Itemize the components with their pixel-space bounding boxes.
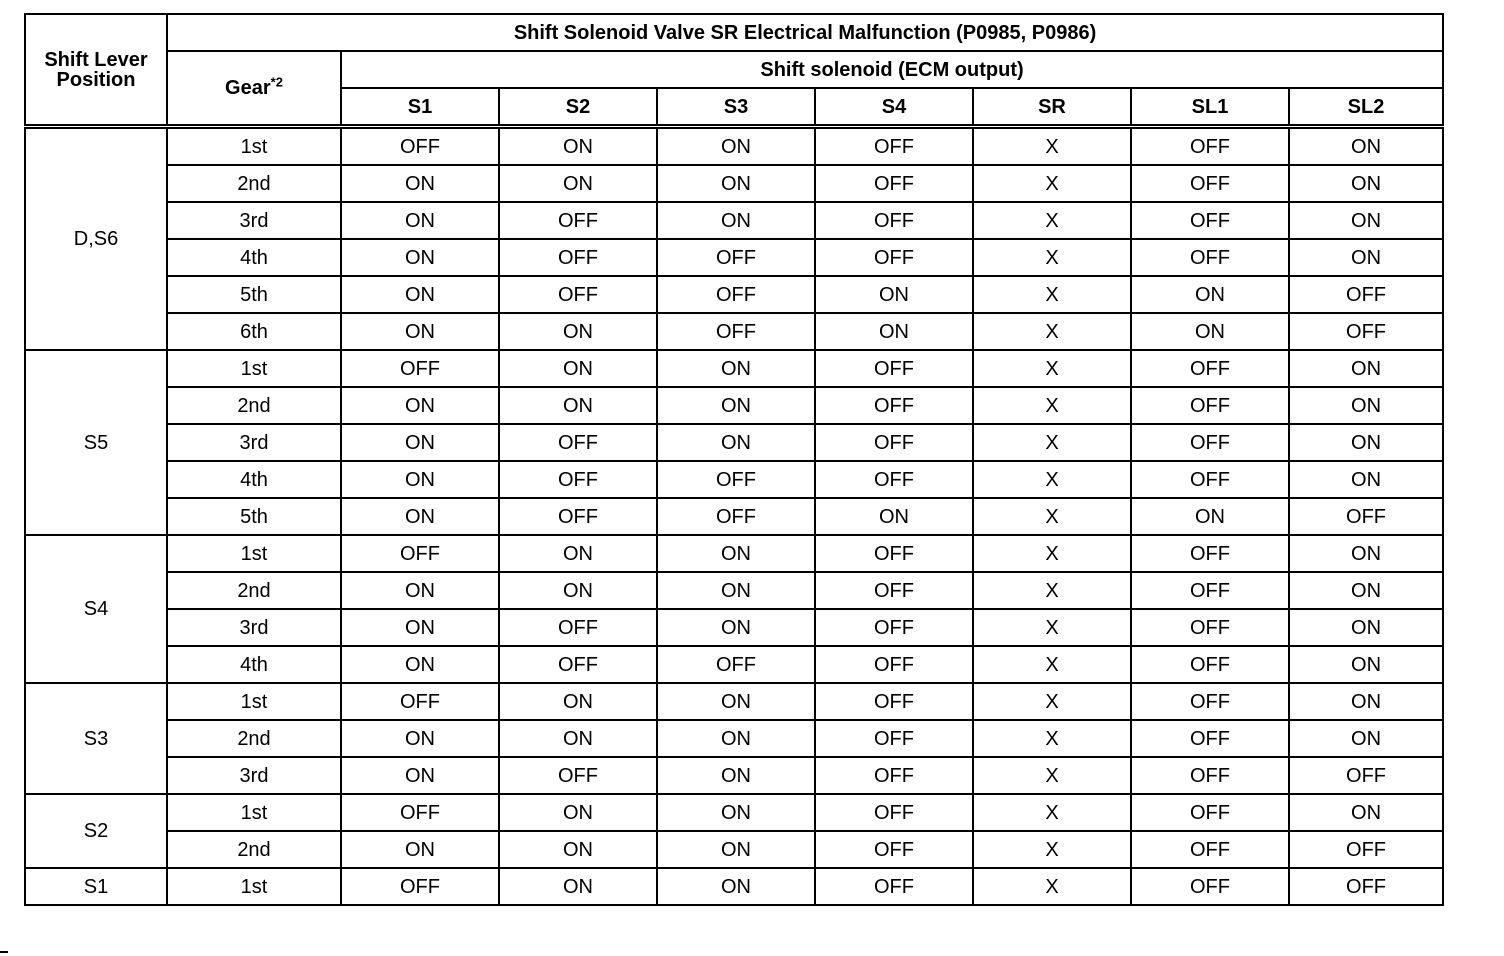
solenoid-state-cell: ON bbox=[341, 202, 499, 239]
solenoid-state-cell: X bbox=[973, 276, 1131, 313]
solenoid-state-cell: X bbox=[973, 461, 1131, 498]
solenoid-state-cell: OFF bbox=[1289, 757, 1443, 794]
solenoid-state-cell: ON bbox=[341, 498, 499, 535]
solenoid-state-cell: ON bbox=[1289, 646, 1443, 683]
solenoid-state-cell: OFF bbox=[657, 239, 815, 276]
gear-cell: 4th bbox=[167, 646, 341, 683]
solenoid-state-cell: ON bbox=[1289, 350, 1443, 387]
lever-position-cell: S3 bbox=[25, 683, 167, 794]
table-row bbox=[25, 276, 1443, 313]
lever-position-cell: S5 bbox=[25, 350, 167, 535]
solenoid-state-cell: OFF bbox=[657, 646, 815, 683]
solenoid-state-cell: ON bbox=[657, 720, 815, 757]
solenoid-state-cell: ON bbox=[657, 165, 815, 202]
table-row bbox=[25, 646, 1443, 683]
solenoid-state-cell: OFF bbox=[1131, 683, 1289, 720]
solenoid-state-cell: OFF bbox=[499, 498, 657, 535]
solenoid-state-cell: ON bbox=[341, 609, 499, 646]
solenoid-state-cell: OFF bbox=[1131, 424, 1289, 461]
solenoid-state-cell: ON bbox=[1289, 535, 1443, 572]
lever-position-cell: S1 bbox=[25, 868, 167, 905]
gear-cell: 1st bbox=[167, 127, 341, 166]
solenoid-state-cell: ON bbox=[815, 313, 973, 350]
lever-header-line2: Position bbox=[56, 68, 136, 91]
solenoid-state-cell: OFF bbox=[657, 313, 815, 350]
table-header bbox=[25, 14, 1443, 127]
solenoid-state-cell: ON bbox=[1289, 165, 1443, 202]
gear-cell: 2nd bbox=[167, 831, 341, 868]
solenoid-state-cell: ON bbox=[1289, 461, 1443, 498]
table-body bbox=[25, 127, 1443, 906]
gear-header bbox=[167, 51, 341, 127]
table-title: Shift Solenoid Valve SR Electrical Malfunction (P0985, P0986) bbox=[167, 14, 1443, 51]
solenoid-state-cell: ON bbox=[815, 498, 973, 535]
lever-position-cell: S2 bbox=[25, 794, 167, 868]
solenoid-state-cell: ON bbox=[341, 831, 499, 868]
solenoid-state-cell: ON bbox=[1131, 276, 1289, 313]
solenoid-state-cell: ON bbox=[341, 165, 499, 202]
solenoid-state-cell: ON bbox=[499, 683, 657, 720]
solenoid-state-cell: ON bbox=[1289, 609, 1443, 646]
solenoid-state-cell: OFF bbox=[815, 683, 973, 720]
solenoid-state-cell: OFF bbox=[1131, 165, 1289, 202]
gear-header-label: Gear bbox=[225, 77, 271, 99]
gear-cell: 1st bbox=[167, 868, 341, 905]
solenoid-state-cell: ON bbox=[341, 313, 499, 350]
solenoid-state-cell: OFF bbox=[815, 239, 973, 276]
solenoid-state-cell: OFF bbox=[1131, 127, 1289, 166]
lever-position-header bbox=[25, 14, 167, 127]
solenoid-state-cell: ON bbox=[341, 276, 499, 313]
solenoid-state-cell: ON bbox=[1131, 498, 1289, 535]
solenoid-state-cell: OFF bbox=[815, 165, 973, 202]
solenoid-state-cell: ON bbox=[657, 350, 815, 387]
solenoid-state-cell: OFF bbox=[499, 424, 657, 461]
gear-header-footnote: *2 bbox=[270, 74, 283, 90]
solenoid-state-cell: ON bbox=[341, 757, 499, 794]
solenoid-state-cell: OFF bbox=[657, 461, 815, 498]
gear-cell: 2nd bbox=[167, 572, 341, 609]
gear-cell: 1st bbox=[167, 794, 341, 831]
table-row bbox=[25, 350, 1443, 387]
table-row bbox=[25, 609, 1443, 646]
solenoid-state-cell: ON bbox=[1289, 572, 1443, 609]
solenoid-state-cell: X bbox=[973, 239, 1131, 276]
solenoid-state-cell: ON bbox=[499, 127, 657, 166]
solenoid-state-cell: OFF bbox=[341, 350, 499, 387]
solenoid-state-cell: OFF bbox=[1131, 202, 1289, 239]
solenoid-state-cell: X bbox=[973, 868, 1131, 905]
solenoid-state-cell: OFF bbox=[341, 794, 499, 831]
table-row bbox=[25, 165, 1443, 202]
gear-cell: 1st bbox=[167, 535, 341, 572]
solenoid-state-cell: OFF bbox=[1131, 794, 1289, 831]
solenoid-state-cell: OFF bbox=[1131, 868, 1289, 905]
solenoid-state-cell: ON bbox=[499, 535, 657, 572]
solenoid-state-cell: OFF bbox=[499, 757, 657, 794]
solenoid-state-cell: OFF bbox=[1131, 646, 1289, 683]
gear-cell: 3rd bbox=[167, 757, 341, 794]
solenoid-state-cell: ON bbox=[499, 350, 657, 387]
solenoid-state-cell: ON bbox=[657, 831, 815, 868]
gear-cell: 2nd bbox=[167, 720, 341, 757]
column-header-s1: S1 bbox=[341, 88, 499, 127]
solenoid-state-cell: OFF bbox=[1131, 572, 1289, 609]
table-row bbox=[25, 572, 1443, 609]
lever-position-cell: D,S6 bbox=[25, 127, 167, 351]
solenoid-state-cell: ON bbox=[657, 424, 815, 461]
solenoid-state-cell: X bbox=[973, 831, 1131, 868]
table-row bbox=[25, 461, 1443, 498]
column-header-sl1: SL1 bbox=[1131, 88, 1289, 127]
solenoid-state-cell: OFF bbox=[815, 572, 973, 609]
solenoid-state-cell: OFF bbox=[1289, 276, 1443, 313]
solenoid-state-cell: OFF bbox=[499, 609, 657, 646]
solenoid-state-cell: OFF bbox=[1131, 720, 1289, 757]
solenoid-state-cell: OFF bbox=[341, 127, 499, 166]
table-row bbox=[25, 313, 1443, 350]
solenoid-state-cell: X bbox=[973, 498, 1131, 535]
solenoid-state-cell: ON bbox=[1289, 202, 1443, 239]
gear-cell: 2nd bbox=[167, 387, 341, 424]
solenoid-state-cell: OFF bbox=[341, 683, 499, 720]
solenoid-state-cell: ON bbox=[657, 868, 815, 905]
solenoid-state-cell: X bbox=[973, 127, 1131, 166]
solenoid-state-cell: OFF bbox=[1289, 313, 1443, 350]
gear-cell: 3rd bbox=[167, 202, 341, 239]
solenoid-state-cell: X bbox=[973, 535, 1131, 572]
gear-cell: 4th bbox=[167, 239, 341, 276]
solenoid-table bbox=[24, 13, 1444, 906]
solenoid-state-cell: ON bbox=[341, 461, 499, 498]
solenoid-state-cell: OFF bbox=[1131, 757, 1289, 794]
solenoid-state-cell: ON bbox=[1289, 239, 1443, 276]
gear-cell: 1st bbox=[167, 683, 341, 720]
solenoid-state-cell: ON bbox=[341, 572, 499, 609]
solenoid-state-cell: X bbox=[973, 683, 1131, 720]
solenoid-state-cell: X bbox=[973, 313, 1131, 350]
solenoid-state-cell: ON bbox=[341, 239, 499, 276]
solenoid-state-cell: OFF bbox=[499, 646, 657, 683]
gear-cell: 3rd bbox=[167, 609, 341, 646]
table-row bbox=[25, 127, 1443, 166]
gear-cell: 5th bbox=[167, 276, 341, 313]
solenoid-state-cell: OFF bbox=[1131, 609, 1289, 646]
solenoid-state-cell: ON bbox=[499, 387, 657, 424]
table-row bbox=[25, 202, 1443, 239]
solenoid-state-cell: OFF bbox=[1131, 535, 1289, 572]
gear-cell: 3rd bbox=[167, 424, 341, 461]
solenoid-state-cell: ON bbox=[1289, 794, 1443, 831]
solenoid-state-cell: ON bbox=[657, 794, 815, 831]
gear-cell: 5th bbox=[167, 498, 341, 535]
solenoid-state-cell: ON bbox=[341, 387, 499, 424]
solenoid-state-cell: X bbox=[973, 350, 1131, 387]
solenoid-state-cell: OFF bbox=[815, 646, 973, 683]
solenoid-state-cell: OFF bbox=[341, 868, 499, 905]
solenoid-state-cell: OFF bbox=[499, 202, 657, 239]
solenoid-state-cell: ON bbox=[657, 202, 815, 239]
solenoid-state-cell: OFF bbox=[1289, 498, 1443, 535]
solenoid-state-cell: ON bbox=[499, 831, 657, 868]
table-row bbox=[25, 498, 1443, 535]
solenoid-state-cell: OFF bbox=[1131, 350, 1289, 387]
solenoid-state-cell: OFF bbox=[1131, 831, 1289, 868]
solenoid-state-cell: X bbox=[973, 202, 1131, 239]
solenoid-state-cell: ON bbox=[1289, 127, 1443, 166]
lever-position-cell: S4 bbox=[25, 535, 167, 683]
table-row bbox=[25, 831, 1443, 868]
solenoid-state-cell: X bbox=[973, 757, 1131, 794]
gear-cell: 6th bbox=[167, 313, 341, 350]
solenoid-state-cell: X bbox=[973, 387, 1131, 424]
solenoid-state-cell: X bbox=[973, 646, 1131, 683]
solenoid-state-cell: ON bbox=[1131, 313, 1289, 350]
solenoid-state-cell: OFF bbox=[499, 239, 657, 276]
solenoid-state-cell: OFF bbox=[815, 609, 973, 646]
solenoid-state-cell: X bbox=[973, 720, 1131, 757]
solenoid-group-header: Shift solenoid (ECM output) bbox=[341, 51, 1443, 88]
solenoid-state-cell: ON bbox=[1289, 720, 1443, 757]
solenoid-state-cell: OFF bbox=[341, 535, 499, 572]
column-header-s4: S4 bbox=[815, 88, 973, 127]
table-row bbox=[25, 794, 1443, 831]
solenoid-state-cell: ON bbox=[657, 757, 815, 794]
column-header-sr: SR bbox=[973, 88, 1131, 127]
solenoid-state-cell: ON bbox=[341, 424, 499, 461]
solenoid-state-cell: OFF bbox=[815, 757, 973, 794]
solenoid-state-cell: ON bbox=[1289, 387, 1443, 424]
gear-cell: 1st bbox=[167, 350, 341, 387]
column-header-s3: S3 bbox=[657, 88, 815, 127]
table-row bbox=[25, 387, 1443, 424]
solenoid-state-cell: ON bbox=[499, 794, 657, 831]
solenoid-state-cell: ON bbox=[499, 313, 657, 350]
solenoid-state-cell: ON bbox=[499, 720, 657, 757]
table-row bbox=[25, 683, 1443, 720]
solenoid-state-cell: X bbox=[973, 424, 1131, 461]
column-header-sl2: SL2 bbox=[1289, 88, 1443, 127]
solenoid-state-cell: OFF bbox=[499, 276, 657, 313]
table-row bbox=[25, 720, 1443, 757]
edge-mark bbox=[0, 951, 8, 953]
solenoid-state-cell: ON bbox=[499, 868, 657, 905]
solenoid-state-cell: OFF bbox=[815, 350, 973, 387]
solenoid-state-cell: OFF bbox=[815, 424, 973, 461]
solenoid-state-cell: ON bbox=[815, 276, 973, 313]
solenoid-state-cell: ON bbox=[1289, 683, 1443, 720]
solenoid-state-cell: ON bbox=[341, 720, 499, 757]
solenoid-state-cell: OFF bbox=[815, 868, 973, 905]
solenoid-state-cell: OFF bbox=[815, 127, 973, 166]
solenoid-state-cell: OFF bbox=[657, 276, 815, 313]
solenoid-state-cell: ON bbox=[657, 127, 815, 166]
solenoid-state-cell: OFF bbox=[815, 794, 973, 831]
solenoid-state-cell: ON bbox=[657, 609, 815, 646]
solenoid-state-cell: ON bbox=[1289, 424, 1443, 461]
solenoid-state-cell: ON bbox=[341, 646, 499, 683]
solenoid-state-cell: OFF bbox=[815, 461, 973, 498]
solenoid-state-cell: OFF bbox=[815, 387, 973, 424]
lever-header-line1: Shift Lever bbox=[44, 48, 148, 71]
table-row bbox=[25, 868, 1443, 905]
table-row bbox=[25, 239, 1443, 276]
solenoid-state-cell: OFF bbox=[815, 720, 973, 757]
solenoid-state-cell: ON bbox=[657, 387, 815, 424]
solenoid-state-cell: OFF bbox=[815, 202, 973, 239]
solenoid-state-cell: X bbox=[973, 794, 1131, 831]
gear-cell: 2nd bbox=[167, 165, 341, 202]
table-row bbox=[25, 757, 1443, 794]
solenoid-state-cell: OFF bbox=[1289, 831, 1443, 868]
solenoid-state-cell: OFF bbox=[1131, 461, 1289, 498]
solenoid-state-cell: ON bbox=[657, 683, 815, 720]
solenoid-state-cell: OFF bbox=[1289, 868, 1443, 905]
solenoid-state-cell: OFF bbox=[1131, 239, 1289, 276]
solenoid-state-cell: X bbox=[973, 165, 1131, 202]
solenoid-state-cell: OFF bbox=[657, 498, 815, 535]
gear-cell: 4th bbox=[167, 461, 341, 498]
solenoid-state-cell: OFF bbox=[1131, 387, 1289, 424]
solenoid-state-cell: OFF bbox=[815, 831, 973, 868]
solenoid-state-cell: X bbox=[973, 572, 1131, 609]
solenoid-state-cell: OFF bbox=[499, 461, 657, 498]
solenoid-state-cell: ON bbox=[499, 572, 657, 609]
table-row bbox=[25, 424, 1443, 461]
solenoid-state-cell: X bbox=[973, 609, 1131, 646]
solenoid-state-cell: ON bbox=[657, 535, 815, 572]
table-row bbox=[25, 535, 1443, 572]
column-header-s2: S2 bbox=[499, 88, 657, 127]
solenoid-state-cell: ON bbox=[499, 165, 657, 202]
solenoid-state-cell: OFF bbox=[815, 535, 973, 572]
solenoid-state-cell: ON bbox=[657, 572, 815, 609]
